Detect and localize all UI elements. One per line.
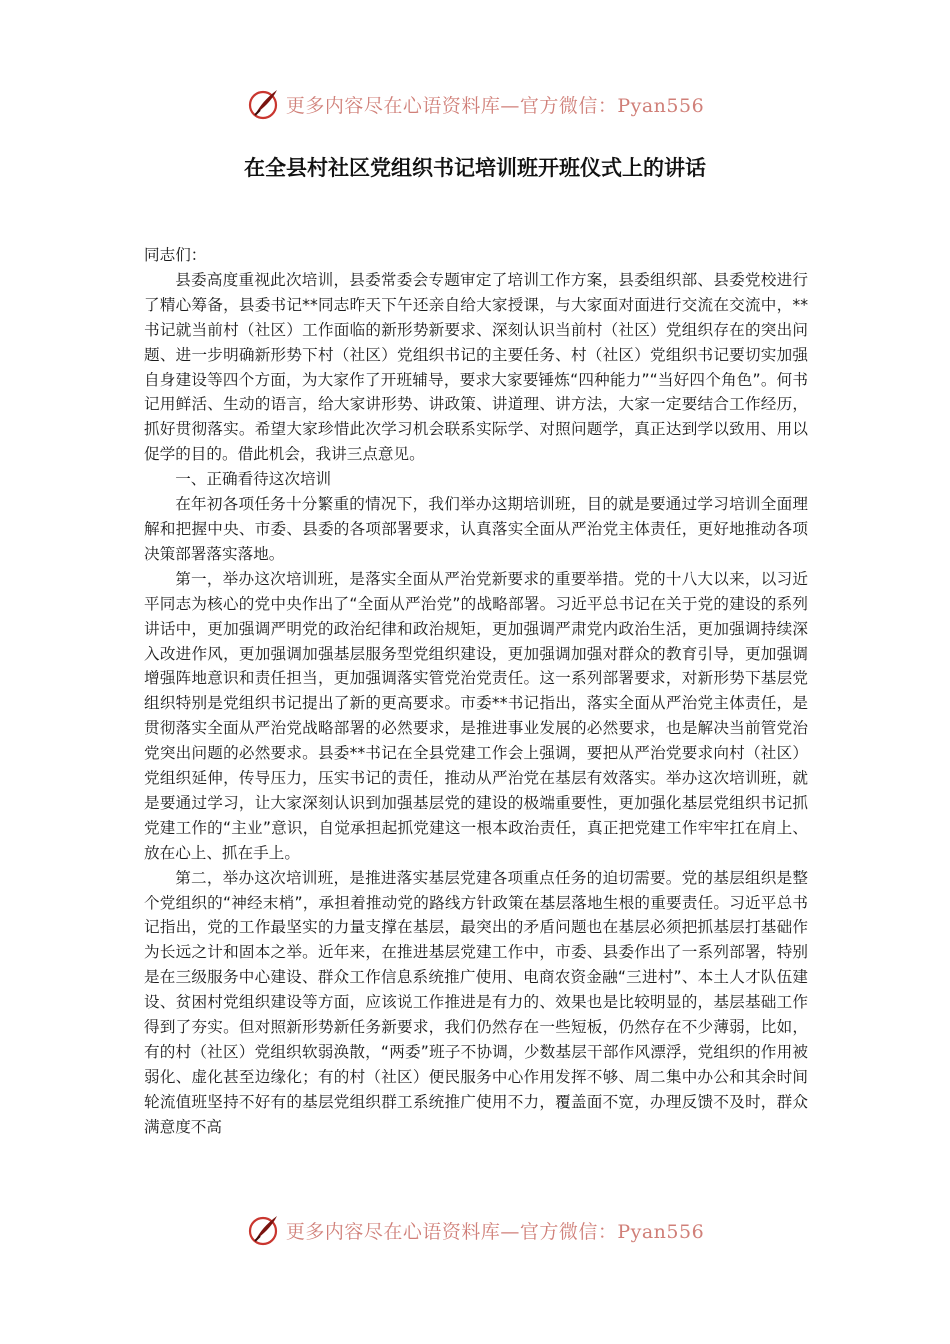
paragraph: 在年初各项任务十分繁重的情况下，我们举办这期培训班，目的就是要通过学习培训全面理解和把握中央、市委、县委的各项部署要求，认真落实全面从严治党主体责任，更好地推动各项决策部署落实落地。: [144, 495, 808, 563]
section-heading: 一、正确看待这次培训: [175, 470, 332, 489]
header-watermark-banner: [0, 82, 950, 126]
salutation: 同志们：: [144, 246, 207, 264]
watermark-text: 更多内容尽在心语资料库—官方微信：Pyan556: [285, 94, 705, 117]
watermark-text: 更多内容尽在心语资料库—官方微信：Pyan556: [285, 1220, 705, 1243]
quill-logo-icon: [246, 1212, 282, 1248]
paragraph: 县委高度重视此次培训，县委常委会专题审定了培训工作方案，县委组织部、县委党校进行了精心筹备，县委书记**同志昨天下午还亲自给大家授课，与大家面对面进行交流在交流中，**书记就当前村（社区）工作面临的新形势新要求、深刻认识当前村（社区）党组织存在的突出问题、进一步明确新形势下村（社区）党组织书记的主要任务、村（社区）党组织书记要切实加强自身建设等四个方面，为大家作了开班辅导，要求大家要锤炼“四种能力”“当好四个角色”。何书记用鲜活、生动的语言，给大家讲形势、讲政策、讲道理、讲方法，大家一定要结合工作经历，抓好贯彻落实。希望大家珍惜此次学习机会联系实际学、对照问题学，真正达到学以致用、用以促学的目的。借此机会，我讲三点意见。: [144, 270, 808, 464]
paragraph: 第一，举办这次培训班，是落实全面从严治党新要求的重要举措。党的十八大以来，以习近平同志为核心的党中央作出了“全面从严治党”的战略部署。习近平总书记在关于党的建设的系列讲话中，更加强调严明党的政治纪律和政治规矩，更加强调严肃党内政治生活，更加强调持续深入改进作风，更加强调加强基层服务型党组织建设，更加强调加强对群众的教育引导，更加强调增强阵地意识和责任担当，更加强调落实管党治党责任。这一系列部署要求，对新形势下基层党组织特别是党组织书记提出了新的更高要求。市委**书记指出，落实全面从严治党主体责任，是贯彻落实全面从严治党战略部署的必然要求，是推进事业发展的必然要求，也是解决当前管党治党突出问题的必然要求。县委**书记在全县党建工作会上强调，要把从严治党要求向村（社区）党组织延伸，传导压力，压实书记的责任，推动从严治党在基层有效落实。举办这次培训班，就是要通过学习，让大家深刻认识到加强基层党的建设的极端重要性，更加强化基层党组织书记抓党建工作的“主业”意识，自觉承担起抓党建这一根本政治责任，真正把党建工作牢牢扛在肩上、放在心上、抓在手上。: [144, 569, 808, 862]
quill-logo-icon: [246, 86, 282, 122]
page-title: 在全县村社区党组织书记培训班开班仪式上的讲话: [244, 156, 706, 180]
footer-watermark-banner: [0, 1208, 950, 1252]
paragraph: 第二，举办这次培训班，是推进落实基层党建各项重点任务的迫切需要。党的基层组织是整个党组织的“神经末梢”，承担着推动党的路线方针政策在基层落地生根的重要责任。习近平总书记指出，党的工作最坚实的力量支撑在基层，最突出的矛盾问题也在基层必须把抓基层打基础作为长远之计和固本之举。近年来，在推进基层党建工作中，市委、县委作出了一系列部署，特别是在三级服务中心建设、群众工作信息系统推广使用、电商农资金融“三进村”、本土人才队伍建设、贫困村党组织建设等方面，应该说工作推进是有力的、效果也是比较明显的，基层基础工作得到了夯实。但对照新形势新任务新要求，我们仍然存在一些短板，仍然存在不少薄弱，比如，有的村（社区）党组织软弱涣散，“两委”班子不协调，少数基层干部作风漂浮，党组织的作用被弱化、虚化甚至边缘化；有的村（社区）便民服务中心作用发挥不够、周二集中办公和其余时间轮流值班坚持不好有的基层党组织群工系统推广使用不力，覆盖面不宽，办理反馈不及时，群众满意度不高: [144, 868, 808, 1136]
document-body: [144, 243, 808, 1140]
